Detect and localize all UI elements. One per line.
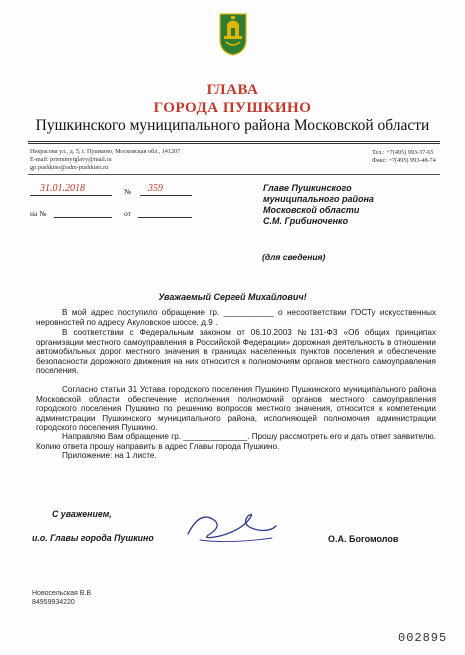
- recipient-block: [263, 183, 374, 227]
- recipient-line4: С.М. Грибиноченко: [263, 216, 349, 226]
- body-paragraph-1: В мой адрес поступило обращение гр. ___________ о несоответствии ГОСТу искусственных неровностей по адресу Акуловское шоссе, д.9 .: [36, 308, 436, 327]
- executor-name: Новосельская В.В: [32, 590, 92, 597]
- for-information-note: (для сведения): [262, 252, 326, 262]
- ref-number-field: [54, 208, 112, 218]
- contact-phone: Тел.: +7(495) 993-37-65: [372, 149, 434, 156]
- header-divider-bottom: [28, 143, 440, 144]
- ref-date-field: [138, 208, 192, 218]
- header-title-line1: ГЛАВА: [206, 82, 259, 98]
- recipient-line2: муниципального района: [263, 194, 374, 204]
- number-label: №: [124, 187, 132, 196]
- contact-address: Некрасова ул., д. 5, г. Пушкино, Московская обл., 141207: [30, 148, 181, 155]
- contact-fax: Факс: +7(495) 993-48-74: [372, 157, 436, 164]
- body-paragraph-4: Направляю Вам обращение гр. ______________. Прошу рассмотреть его и дать ответ заявителю. Копию ответа прошу направить в адрес Главы города Пушкино.: [36, 432, 436, 451]
- handwritten-signature-icon: [180, 500, 280, 548]
- contact-email-2: gp.pushkino@adm-pushkino.ru: [30, 164, 109, 171]
- header-divider-top: [28, 141, 440, 142]
- recipient-line1: Главе Пушкинского: [263, 183, 352, 193]
- body-paragraph-3: Согласно статьи 31 Устава городского поселения Пушкино Пушкинского муниципального района Московской области обеспечение исполнения полномочий органов местного самоуправления городского поселения Пушкино по решению вопросов местного значения, относится к компетенции администрации Пушкинского муниципального района, исполняющей полномочия администрации городского поселения Пушкино.: [36, 385, 436, 433]
- greeting: Уважаемый Сергей Михайлович!: [158, 292, 307, 302]
- signatory-position: и.о. Главы города Пушкино: [32, 533, 154, 543]
- contacts-divider: [28, 174, 440, 175]
- document-serial-number: 002895: [398, 631, 448, 645]
- contact-block-left: [30, 148, 180, 172]
- coat-of-arms-icon: [218, 10, 248, 56]
- header-title-line2: ГОРОДА ПУШКИНО: [153, 100, 312, 116]
- ref-date-label: от: [124, 209, 131, 218]
- number-field: [140, 183, 192, 196]
- contact-email-1: E-mail: priemmyrglavy@mail.ru: [30, 156, 112, 163]
- body-paragraph-5: Приложение: на 1 листе.: [62, 451, 157, 460]
- body-paragraph-2: В соответствии с Федеральным законом от 06.10.2003 №131-ФЗ «Об общих принципах организации местного самоуправления в Российской Федерации» дорожная деятельность в отношении автомобильных дорог местного значения в границах населенных пунктов поселения и обеспечение безопасности дорожного движения на них относится к полномочиям органов местного самоуправления поселения.: [36, 328, 436, 376]
- date-value: 31.01.2018: [40, 183, 85, 194]
- header-subtitle: Пушкинского муниципального района Московской области: [35, 117, 430, 134]
- signatory-name: О.А. Богомолов: [328, 534, 399, 544]
- executor-phone: 84959934220: [32, 599, 75, 606]
- ref-number-label: на №: [30, 209, 47, 218]
- number-value: 359: [148, 183, 163, 194]
- closing-phrase: С уважением,: [52, 509, 112, 519]
- executor-block: [32, 589, 91, 607]
- date-field: [30, 183, 112, 196]
- contact-block-right: [372, 149, 436, 165]
- recipient-line3: Московской области: [263, 205, 360, 215]
